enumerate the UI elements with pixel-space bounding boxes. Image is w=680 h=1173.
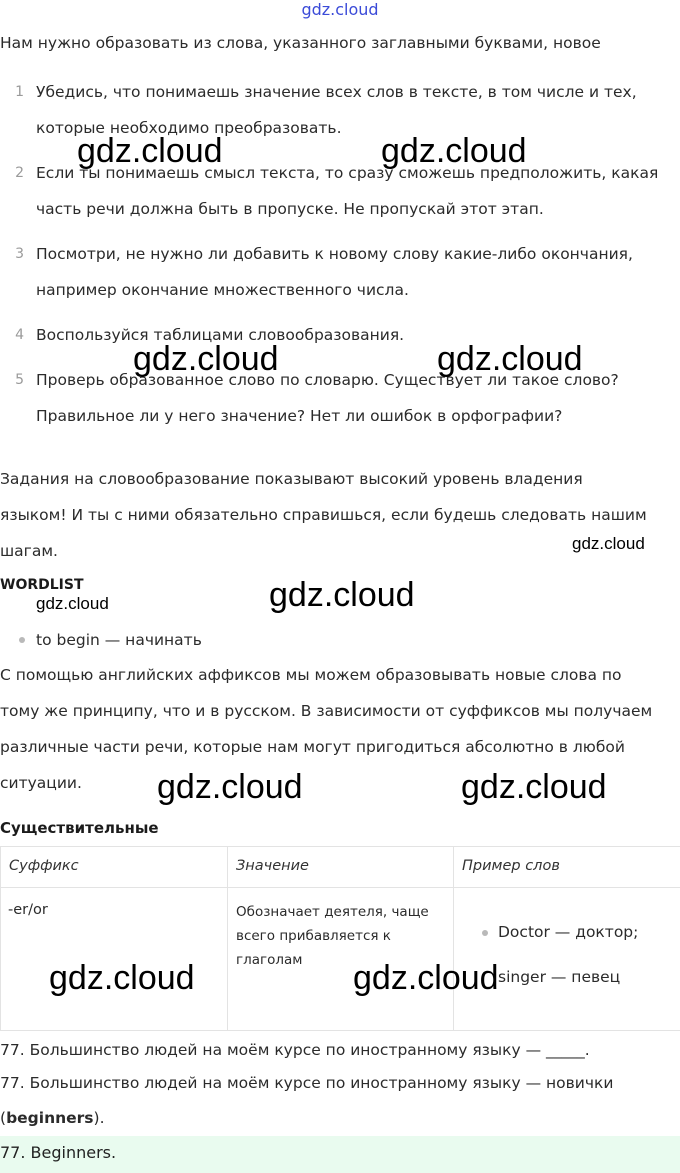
watermark: gdz.cloud (133, 340, 279, 378)
affixes-line: тому же принципу, что и в русском. В зависимости от суффиксов мы получаем (0, 702, 653, 720)
summary-line: шагам. (0, 542, 58, 560)
step-text-line: часть речи должна быть в пропуске. Не пропускай этот этап. (36, 200, 544, 218)
header-meaning: Значение (236, 858, 309, 874)
step-text-line: Посмотри, не нужно ли добавить к новому слову какие-либо окончания, (36, 245, 633, 263)
step-text-line: Проверь образованное слово по словарю. Существует ли такое слово? (36, 371, 619, 389)
table-header-cell (228, 847, 454, 888)
watermark: gdz.cloud (269, 576, 415, 614)
intro-text: Нам нужно образовать из слова, указанного заглавными буквами, новое (0, 34, 601, 52)
suffix-value: -er/or (8, 902, 48, 918)
answer-text: 77. Beginners. (0, 1143, 117, 1162)
watermark: gdz.cloud (77, 132, 223, 170)
summary-line: Задания на словообразование показывают высокий уровень владения (0, 470, 583, 488)
bullet-icon (482, 930, 488, 936)
affixes-line: ситуации. (0, 774, 82, 792)
step-number: 4 (15, 327, 24, 343)
step-text-line: Если ты понимаешь смысл текста, то сразу сможешь предположить, какая (36, 164, 659, 182)
watermark: gdz.cloud (381, 132, 527, 170)
step-text-line: Воспользуйся таблицами словообразования. (36, 326, 405, 344)
table-header-cell (1, 847, 228, 888)
step-text-line: которые необходимо преобразовать. (36, 119, 342, 137)
watermark: gdz.cloud (49, 959, 195, 997)
watermark: gdz.cloud (572, 534, 645, 553)
table-header-cell (454, 847, 680, 888)
answer-box (0, 1136, 680, 1173)
task-question: 77. Большинство людей на моём курсе по иностранному языку — _____. (0, 1041, 590, 1059)
meaning-value: Обозначает деятеля, чаще всего прибавляется к глаголам (236, 904, 429, 968)
header-watermark: gdz.cloud (301, 0, 379, 19)
affixes-line: различные части речи, которые нам могут пригодиться абсолютно в любой (0, 738, 625, 756)
affixes-line: С помощью английских аффиксов мы можем образовывать новые слова по (0, 666, 622, 684)
step-number: 3 (15, 246, 24, 262)
wordlist-heading: WORDLIST (0, 577, 84, 593)
example-item: Doctor — доктор; (498, 923, 639, 941)
step-number: 1 (15, 84, 24, 100)
step-text-line: например окончание множественного числа. (36, 281, 409, 299)
solution-bold-word: beginners (6, 1109, 94, 1127)
step-text-line: Убедись, что понимаешь значение всех слов в тексте, в том числе и тех, (36, 83, 637, 101)
task-solution-line (0, 1107, 105, 1129)
example-item: singer — певец (498, 968, 621, 986)
header-suffix: Суффикс (9, 858, 79, 874)
table-header-row (1, 847, 680, 888)
step-number: 2 (15, 165, 24, 181)
header-examples: Пример слов (462, 858, 560, 874)
task-solution-line: 77. Большинство людей на моём курсе по иностранному языку — новички (0, 1074, 614, 1092)
summary-line: языком! И ты с ними обязательно справишься, если будешь следовать нашим (0, 506, 647, 524)
step-number: 5 (15, 372, 24, 388)
solution-paren-open: ( (0, 1109, 7, 1127)
watermark: gdz.cloud (353, 959, 499, 997)
solution-paren-close: ). (93, 1109, 105, 1127)
watermark: gdz.cloud (36, 594, 109, 613)
watermark: gdz.cloud (157, 768, 303, 806)
wordlist-item: to begin — начинать (36, 631, 202, 649)
bullet-icon (19, 637, 25, 643)
watermark: gdz.cloud (461, 768, 607, 806)
watermark: gdz.cloud (437, 340, 583, 378)
nouns-heading: Существительные (0, 819, 159, 837)
step-text-line: Правильное ли у него значение? Нет ли ошибок в орфографии? (36, 407, 563, 425)
